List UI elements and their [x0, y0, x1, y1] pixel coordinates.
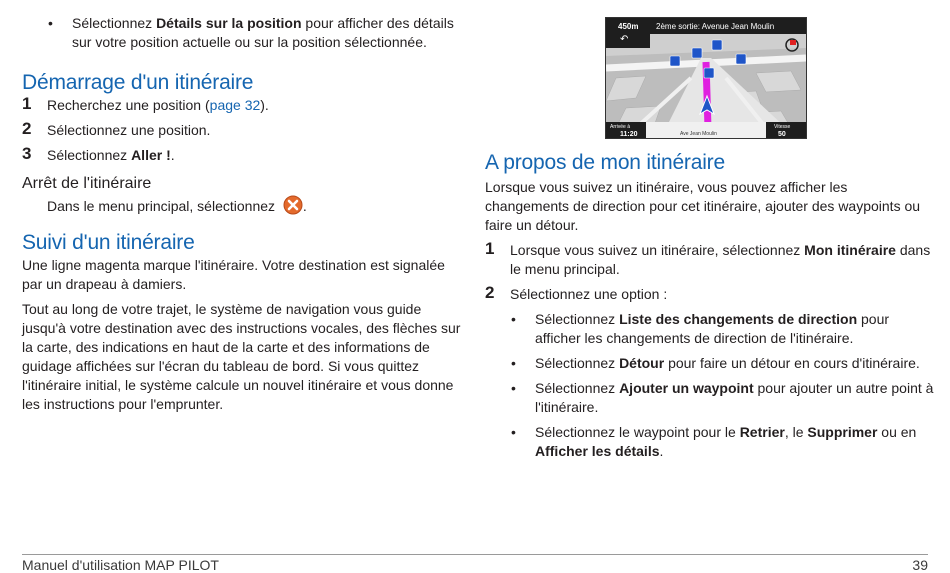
footer-manual-title: Manuel d'utilisation MAP PILOT — [22, 557, 219, 573]
start-step-1 — [22, 96, 467, 115]
page-link[interactable]: page 32 — [209, 97, 261, 113]
my-route-bold: Mon itinéraire — [804, 242, 896, 258]
about-step-2 — [485, 285, 935, 304]
heading-start-route: Démarrage d'un itinéraire — [22, 71, 254, 94]
stop-text-end: . — [302, 198, 307, 214]
option-bold: Détour — [619, 355, 665, 371]
step-number: 1 — [485, 239, 495, 258]
option-text: Sélectionnez — [535, 380, 620, 396]
step-number: 2 — [22, 119, 32, 138]
option-text-end: pour ajouter un autre point à l'itinéraire. — [535, 380, 934, 415]
about-intro: Lorsque vous suivez un itinéraire, vous pouvez afficher les changements de direction pour cet itinéraire, ajouter des waypoints ou faire un détour. — [485, 179, 921, 233]
bullet-mark: • — [511, 311, 516, 327]
retrier-bold: Retrier — [739, 424, 785, 440]
footer-page-number: 39 — [912, 557, 928, 573]
option-bold: Ajouter un waypoint — [619, 380, 754, 396]
start-step-3 — [22, 146, 467, 165]
option-list-turns — [485, 310, 935, 348]
option-waypoint-actions — [485, 423, 935, 461]
map-speed: 50 — [778, 131, 786, 138]
map-street: 2ème sortie: Avenue Jean Moulin — [656, 22, 775, 31]
step-text-end: . — [170, 147, 175, 163]
option-text-end: . — [659, 443, 664, 459]
step-text-end: ). — [260, 97, 269, 113]
right-column — [485, 150, 935, 467]
bullet-mark: • — [511, 355, 516, 371]
step-text: Recherchez une position ( — [47, 97, 210, 113]
map-arrival-time: 11:20 — [620, 131, 638, 138]
follow-para-2: Tout au long de votre trajet, le système de navigation vous guide jusqu'à votre destination avec des instructions vocales, des flèches sur la carte, des indications en haut de la carte et des informations de guidage affichées sur l'écran du tableau de bord. Si vous quittez l'itinéraire initial, le système calcule un nouvel itinéraire et vous donne les instructions pour l'emprunter. — [22, 301, 461, 412]
heading-follow-route: Suivi d'un itinéraire — [22, 231, 195, 254]
option-detour — [485, 354, 935, 373]
svg-text:↶: ↶ — [620, 34, 629, 45]
option-add-waypoint — [485, 379, 935, 417]
step-number: 3 — [22, 144, 32, 163]
navigation-map-screenshot — [605, 17, 807, 139]
option-text: Sélectionnez — [535, 311, 620, 327]
step-number: 2 — [485, 283, 495, 302]
option-text: Sélectionnez — [535, 355, 620, 371]
option-bold: Liste des changements de direction — [619, 311, 858, 327]
supprimer-bold: Supprimer — [807, 424, 878, 440]
bullet-mark: • — [48, 15, 53, 31]
intro-bold: Détails sur la position — [156, 15, 302, 31]
step-text: Sélectionnez une option : — [510, 286, 668, 302]
stop-route-text — [22, 195, 467, 216]
map-arrival-label: Arrivée à — [610, 124, 631, 130]
intro-bullet — [22, 14, 467, 52]
intro-text: Sélectionnez — [72, 15, 157, 31]
follow-para-1: Une ligne magenta marque l'itinéraire. Votre destination est signalée par un drapeau à damiers. — [22, 257, 445, 292]
about-step-1 — [485, 241, 935, 279]
intro-text-end: pour afficher des détails sur votre position actuelle ou sur la position sélectionnée. — [72, 15, 454, 50]
bullet-mark: • — [511, 424, 516, 440]
step-text-end: dans le menu principal. — [510, 242, 931, 277]
start-step-2 — [22, 121, 467, 140]
step-number: 1 — [22, 94, 32, 113]
map-speed-label: Vitesse — [774, 124, 791, 130]
option-text: Sélectionnez le waypoint pour le — [535, 424, 740, 440]
bullet-mark: • — [511, 380, 516, 396]
option-text: , le — [784, 424, 808, 440]
option-text-end: pour faire un détour en cours d'itinéraire. — [664, 355, 920, 371]
heading-about-route: A propos de mon itinéraire — [485, 151, 725, 174]
option-text-end: pour afficher les changements de direction de l'itinéraire. — [535, 311, 890, 346]
option-text: ou en — [877, 424, 917, 440]
left-column — [22, 14, 467, 420]
cancel-icon — [283, 195, 303, 215]
step-text: Lorsque vous suivez un itinéraire, sélectionnez — [510, 242, 805, 258]
details-bold: Afficher les détails — [535, 443, 660, 459]
step-text: Sélectionnez une position. — [47, 122, 211, 138]
go-bold: Aller ! — [131, 147, 171, 163]
map-road: Ave Jean Moulin — [680, 131, 717, 137]
footer-divider — [22, 554, 928, 555]
stop-text: Dans le menu principal, sélectionnez — [47, 198, 276, 214]
map-distance: 450m — [618, 22, 639, 31]
step-text: Sélectionnez — [47, 147, 132, 163]
heading-stop-route: Arrêt de l'itinéraire — [22, 175, 152, 192]
